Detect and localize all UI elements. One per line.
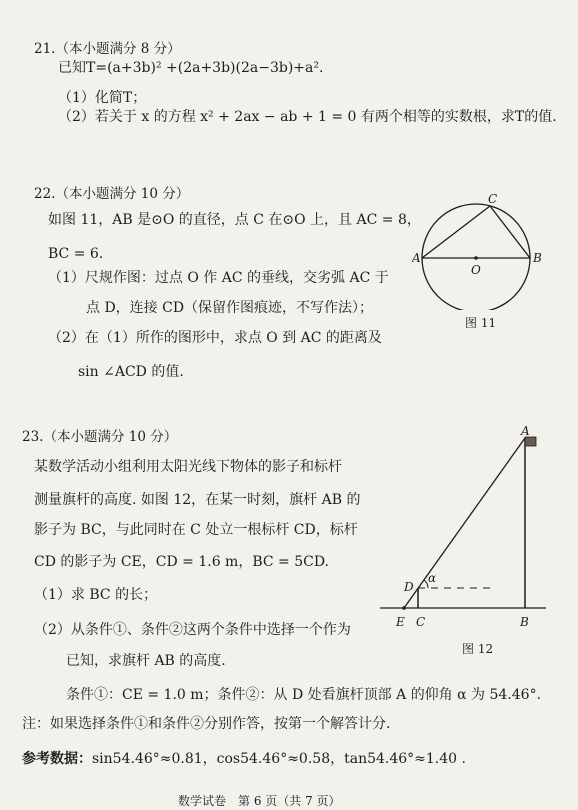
q23-part2-a: （2）从条件①、条件②这两个条件中选择一个作为 (34, 622, 351, 638)
q23-line4: CD 的影子为 CE，CD = 1.6 m，BC = 5CD. (34, 554, 330, 570)
q23-line2: 测量旗杆的高度. 如图 12，在某一时刻，旗杆 AB 的 (34, 492, 361, 508)
q22-part2-b: sin ∠ACD 的值. (78, 364, 184, 380)
q23-part1: （1）求 BC 的长； (34, 587, 158, 603)
reference-label: 参考数据： (22, 751, 92, 767)
q23-header: 23.（本小题满分 10 分） (22, 429, 178, 445)
q22-part1-a: （1）尺规作图：过点 O 作 AC 的垂线，交劣弧 AC 于 (48, 270, 389, 286)
reference-values: sin54.46°≈0.81，cos54.46°≈0.58，tan54.46°≈1.40 . (92, 751, 466, 767)
q23-line1: 某数学活动小组利用太阳光线下物体的影子和标杆 (34, 459, 342, 475)
page-footer: 数学试卷 第 6 页（共 7 页） (178, 794, 341, 808)
q22-header: 22.（本小题满分 10 分） (34, 186, 190, 202)
label-e: E (396, 615, 405, 629)
label-c: C (416, 615, 426, 629)
label-o: O (471, 263, 481, 277)
label-d: D (404, 580, 414, 594)
q22-part2-a: （2）在（1）所作的图形中，求点 O 到 AC 的距离及 (48, 330, 382, 346)
figure-12 (380, 424, 550, 634)
q23-line3: 影子为 BC，与此同时在 C 处立一根标杆 CD，标杆 (34, 522, 358, 538)
figure-11-caption: 图 11 (465, 316, 497, 330)
label-b: B (520, 615, 529, 629)
point-e-dot (402, 606, 406, 610)
q23-conditions: 条件①：CE = 1.0 m；条件②：从 D 处看旗杆顶部 A 的仰角 α 为 54.46°. (66, 687, 542, 703)
label-a: A (521, 424, 530, 438)
label-alpha: α (428, 571, 437, 585)
q22-line1: 如图 11，AB 是⊙O 的直径，点 C 在⊙O 上，且 AC = 8， (48, 212, 421, 228)
center-dot (474, 256, 478, 260)
figure-11 (412, 190, 542, 310)
q21-header: 21.（本小题满分 8 分） (34, 41, 181, 57)
flagpole-diagram (380, 424, 550, 634)
label-a: A (412, 251, 421, 265)
q22-line2: BC = 6. (48, 246, 104, 262)
q23-note: 注：如果选择条件①和条件②分别作答，按第一个解答计分. (22, 716, 391, 732)
q21-part1: （1）化简T； (58, 90, 147, 106)
q23-part2-b: 已知，求旗杆 AB 的高度. (66, 653, 226, 669)
flag-icon (525, 437, 536, 446)
q21-given: 已知T=(a+3b)² +(2a+3b)(2a−3b)+a². (58, 60, 324, 76)
q21-part2: （2）若关于 x 的方程 x² + 2ax − ab + 1 = 0 有两个相等的实数根，求T的值. (58, 109, 557, 125)
label-c: C (488, 192, 498, 206)
figure-12-caption: 图 12 (462, 642, 494, 656)
q23-reference (22, 749, 466, 769)
label-b: B (533, 251, 542, 265)
chord-ac (422, 206, 490, 258)
q22-part1-b: 点 D，连接 CD（保留作图痕迹，不写作法）； (86, 300, 374, 316)
sun-ray-to-e (404, 438, 525, 608)
circle-diagram (412, 190, 542, 310)
